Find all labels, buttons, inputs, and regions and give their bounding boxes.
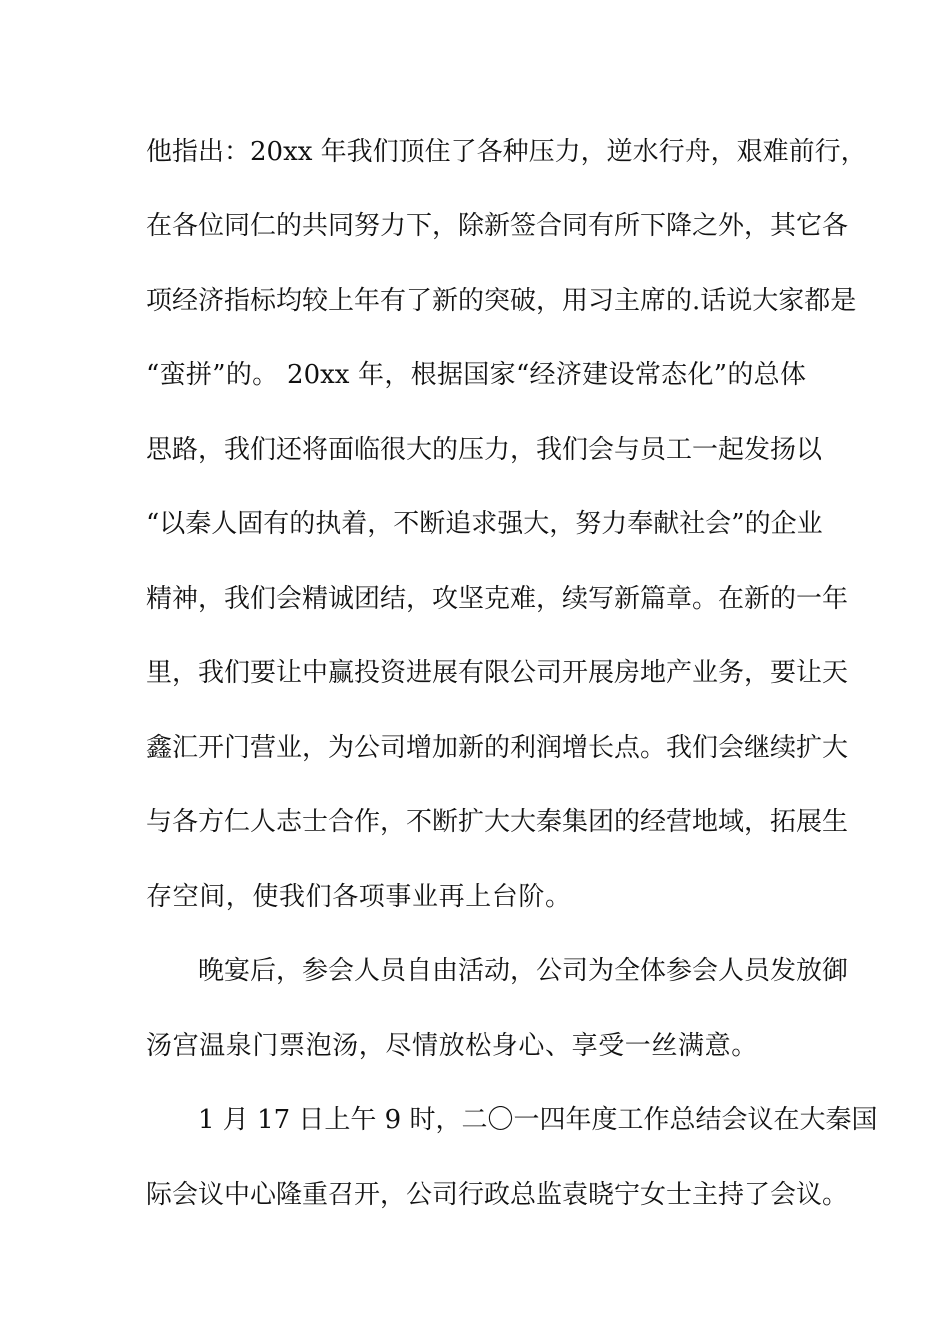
- paragraph-line: 鑫汇开门营业，为公司增加新的利润增长点。我们会继续扩大: [146, 733, 849, 763]
- paragraph-line: “蛮拼”的。 20xx 年，根据国家“经济建设常态化”的总体: [146, 360, 806, 390]
- paragraph-line: 里，我们要让中赢投资进展有限公司开展房地产业务，要让天: [146, 658, 849, 688]
- paragraph-line: 存空间，使我们各项事业再上台阶。: [146, 882, 572, 912]
- paragraph-line: “以秦人固有的执着，不断追求强大，努力奉献社会”的企业: [146, 509, 823, 539]
- paragraph-line: 晚宴后，参会人员自由活动，公司为全体参会人员发放御: [198, 956, 849, 986]
- paragraph-line: 思路，我们还将面临很大的压力，我们会与员工一起发扬以: [146, 435, 823, 465]
- paragraph-line: 际会议中心隆重召开，公司行政总监袁晓宁女士主持了会议。: [146, 1180, 849, 1210]
- paragraph-line: 精神，我们会精诚团结，攻坚克难，续写新篇章。在新的一年: [146, 584, 849, 614]
- paragraph-line: 项经济指标均较上年有了新的突破，用习主席的.话说大家都是: [146, 286, 857, 316]
- paragraph-line: 他指出：20xx 年我们顶住了各种压力，逆水行舟，艰难前行，: [146, 137, 867, 167]
- paragraph-line: 在各位同仁的共同努力下，除新签合同有所下降之外，其它各: [146, 211, 849, 241]
- paragraph-line: 1 月 17 日上午 9 时，二〇一四年度工作总结会议在大秦国: [198, 1105, 878, 1135]
- paragraph-line: 汤宫温泉门票泡汤，尽情放松身心、享受一丝满意。: [146, 1031, 758, 1061]
- paragraph-line: 与各方仁人志士合作，不断扩大大秦集团的经营地域，拓展生: [146, 807, 849, 837]
